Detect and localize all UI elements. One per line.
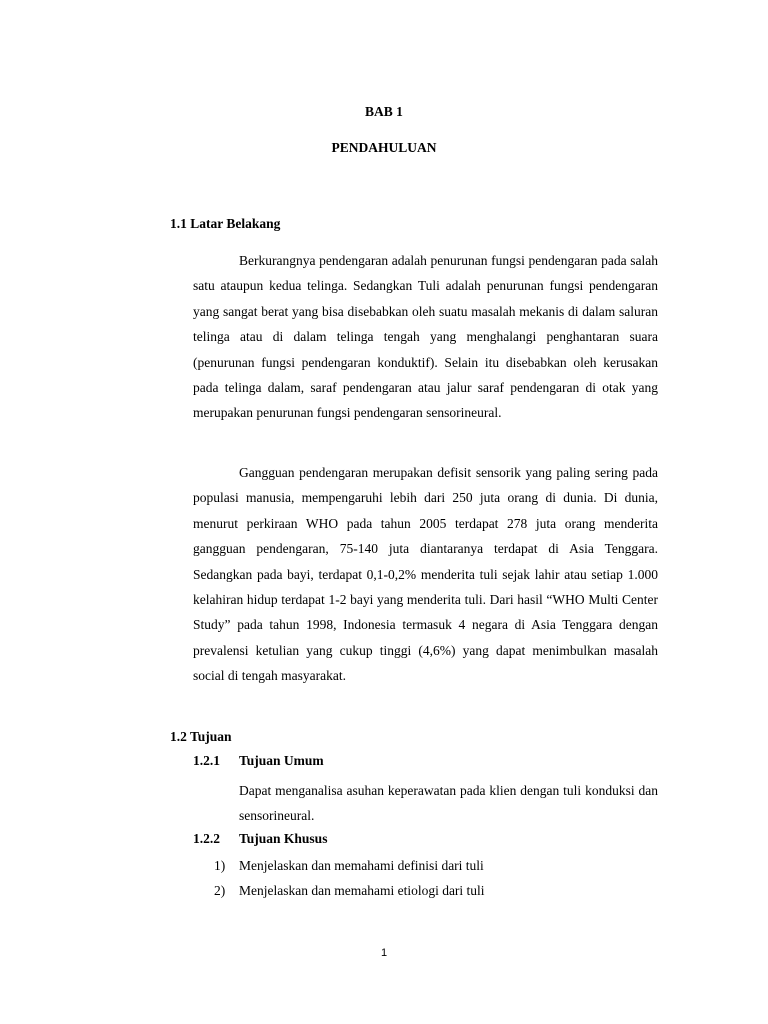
list-marker: 2) [214, 883, 226, 899]
chapter-title: PENDAHULUAN [331, 140, 437, 155]
subsection-number: 1.2.1 [193, 753, 220, 768]
page-number: 1 [380, 947, 388, 959]
subsection-heading-tujuan-umum [193, 753, 324, 769]
paragraph-tujuan-umum: Dapat menganalisa asuhan keperawatan pada klien dengan tuli konduksi dan sensorineural. [239, 783, 658, 824]
tujuan-khusus-list [214, 853, 485, 904]
chapter-label: BAB 1 [365, 104, 403, 119]
paragraph-background-2: Gangguan pendengaran merupakan defisit sensorik yang paling sering pada populasi manusia, mempengaruhi lebih dari 250 juta orang di dunia. Di dunia, menurut perkiraan WHO pada tahun 2005 terdapat 278 juta orang menderita gangguan pendengaran, 75-140 juta diantaranya terdapat di Asia Tenggara. Sedangkan pada bayi, terdapat 0,1-0,2% menderita tuli sejak lahir atau setiap 1.000 kelahiran hidup terdapat 1-2 bayi yang menderita tuli. Dari hasil “WHO Multi Center Study” pada tahun 1998, Indonesia termasuk 4 negara di Asia Tenggara dengan prevalensi ketulian yang cukup tinggi (4,6%) yang dapat menimbulkan masalah social di tengah masyarakat. [193, 465, 658, 684]
paragraph-background-1: Berkurangnya pendengaran adalah penurunan fungsi pendengaran pada salah satu ataupun kedua telinga. Sedangkan Tuli adalah penurunan fungsi pendengaran yang sangat berat yang bisa disebabkan oleh suatu masalah mekanis di dalam saluran telinga atau di dalam telinga tengah yang menghalangi penghantaran suara (penurunan fungsi pendengaran konduktif). Selain itu disebabkan oleh kerusakan pada telinga dalam, saraf pendengaran atau jalur saraf pendengaran di otak yang merupakan penurunan fungsi pendengaran sensorineural. [193, 253, 658, 421]
list-marker: 1) [214, 858, 226, 873]
subsection-title: Tujuan Khusus [239, 831, 328, 846]
subsection-number: 1.2.2 [193, 831, 220, 846]
subsection-title: Tujuan Umum [239, 753, 324, 768]
section-heading-latar-belakang: 1.1 Latar Belakang [170, 216, 281, 231]
list-item-text: Menjelaskan dan memahami definisi dari tuli [239, 858, 484, 873]
subsection-heading-tujuan-khusus [193, 831, 327, 847]
list-item-text: Menjelaskan dan memahami etiologi dari tuli [239, 883, 485, 899]
list-item [214, 878, 485, 903]
list-item [214, 853, 485, 878]
section-heading-tujuan: 1.2 Tujuan [170, 729, 232, 744]
